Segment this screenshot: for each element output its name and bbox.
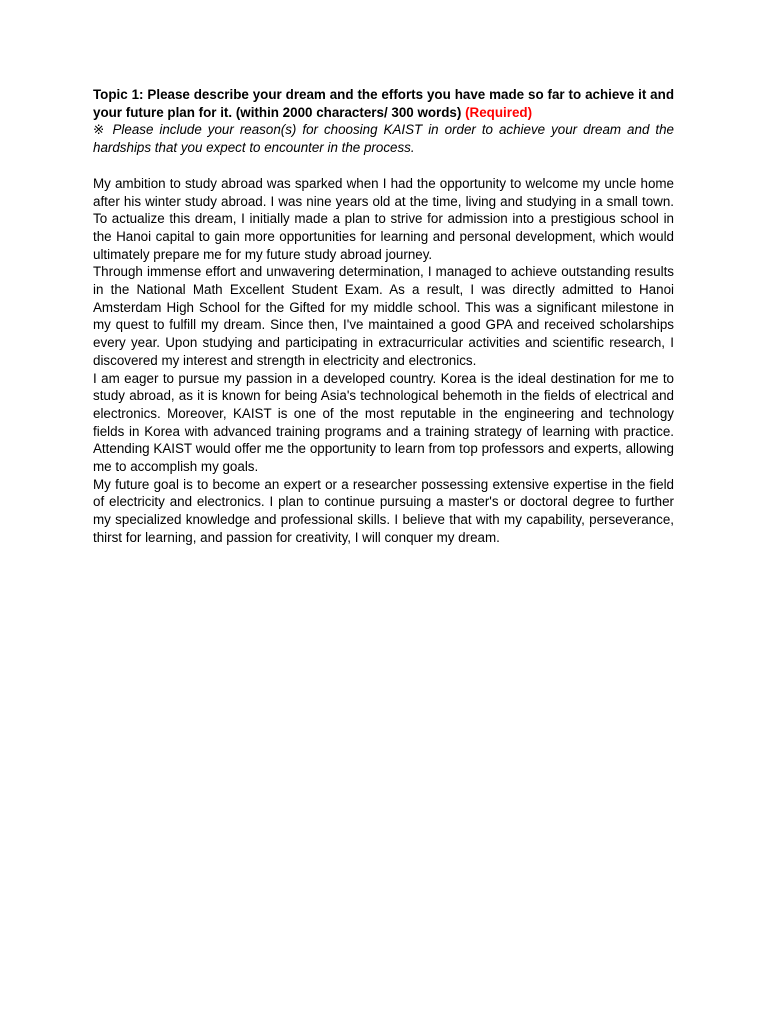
spacer xyxy=(93,157,674,175)
topic-heading xyxy=(93,86,674,121)
essay-paragraph-2: Through immense effort and unwavering determination, I managed to achieve outstanding results in the National Math Excellent Student Exam. As a result, I was directly admitted to Hanoi Amsterdam High School for the Gifted for my middle school. This was a significant milestone in my quest to fulfill my dream. Since then, I've maintained a good GPA and received scholarships every year. Upon studying and participating in extracurricular activities and scientific research, I discovered my interest and strength in electricity and electronics. xyxy=(93,264,674,368)
essay-paragraph-3: I am eager to pursue my passion in a developed country. Korea is the ideal destination for me to study abroad, as it is known for being Asia's technological behemoth in the fields of electrical and electronics. Moreover, KAIST is one of the most reputable in the engineering and technology fields in Korea with advanced training programs and a training strategy of learning with practice. Attending KAIST would offer me the opportunity to learn from top professors and experts, allowing me to accomplish my goals. xyxy=(93,370,674,475)
essay-paragraph-4: My future goal is to become an expert or a researcher possessing extensive expertise in the field of electricity and electronics. I plan to continue pursuing a master's or doctoral degree to further my specialized knowledge and professional skills. I believe that with my capability, perseverance, thirst for learning, and passion for creativity, I will conquer my dream. xyxy=(93,476,674,545)
note-symbol: ※ xyxy=(93,122,107,138)
topic-note xyxy=(93,121,674,156)
essay-paragraph-1: My ambition to study abroad was sparked when I had the opportunity to welcome my uncle home after his winter study abroad. I was nine years old at the time, living and studying in a small town. To actualize this dream, I initially made a plan to strive for admission into a prestigious school in the Hanoi capital to gain more opportunities for learning and personal development, which would ultimately prepare me for my future study abroad journey. xyxy=(93,175,674,262)
required-label: (Required) xyxy=(465,104,533,120)
topic-heading-text: Topic 1: Please describe your dream and the efforts you have made so far to achieve it and your future plan for it. (within 2000 characters/ 300 words) xyxy=(93,87,674,120)
document-page xyxy=(93,86,674,547)
topic-note-text: Please include your reason(s) for choosing KAIST in order to achieve your dream and the hardships that you expect to encounter in the process. xyxy=(93,122,674,156)
